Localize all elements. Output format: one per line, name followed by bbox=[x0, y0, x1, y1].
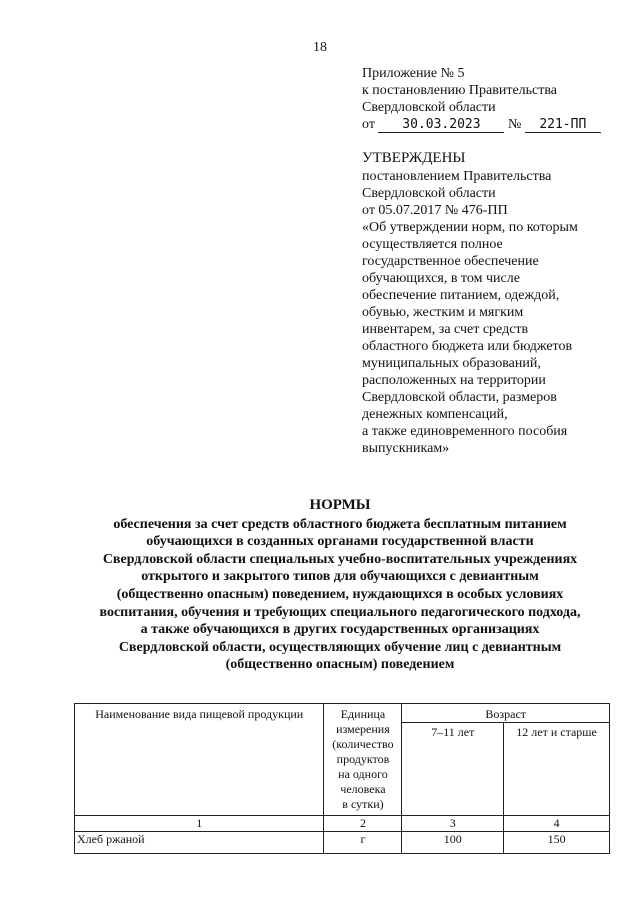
header-age-12-plus: 12 лет и старше bbox=[504, 723, 610, 816]
heading-line: (общественно опасным) поведением bbox=[225, 657, 455, 673]
approval-line: областного бюджета или бюджетов bbox=[362, 339, 573, 354]
header-unit bbox=[324, 704, 402, 816]
approval-block bbox=[362, 150, 627, 457]
approval-line: «Об утверждении норм, по которым bbox=[362, 220, 578, 235]
unit-header-line: в сутки) bbox=[342, 797, 384, 811]
heading-subtitle bbox=[60, 516, 620, 674]
heading-line: воспитания, обучения и требующих специального педагогического подхода, bbox=[99, 604, 581, 620]
approval-line: расположенных на территории bbox=[362, 373, 546, 388]
decree-number: 221-ПП bbox=[525, 117, 601, 133]
approval-line: Свердловской области bbox=[362, 186, 496, 201]
column-number: 2 bbox=[324, 816, 402, 832]
approval-line: обучающихся, в том числе bbox=[362, 271, 520, 286]
heading-line: Свердловской области специальных учебно-воспитательных учреждениях bbox=[102, 551, 578, 567]
heading-line: (общественно опасным) поведением, нуждающихся в особых условиях bbox=[116, 586, 564, 602]
approval-line: постановлением Правительства bbox=[362, 169, 552, 184]
approval-title: УТВЕРЖДЕНЫ bbox=[362, 150, 466, 166]
unit-header-line: (количество bbox=[332, 737, 394, 751]
decree-date: 30.03.2023 bbox=[378, 117, 504, 133]
from-label: от bbox=[362, 117, 375, 132]
unit-cell: г bbox=[324, 832, 402, 854]
approval-line: муниципальных образований, bbox=[362, 356, 541, 371]
appendix-line: к постановлению Правительства bbox=[362, 83, 558, 98]
column-number: 4 bbox=[504, 816, 610, 832]
document-heading bbox=[60, 497, 620, 674]
heading-title: НОРМЫ bbox=[309, 497, 371, 513]
appendix-line: Свердловской области bbox=[362, 100, 496, 115]
unit-header-line: продуктов bbox=[336, 752, 390, 766]
number-label: № bbox=[507, 117, 522, 132]
approval-line: обувью, жестким и мягким bbox=[362, 305, 524, 320]
approval-line: инвентарем, за счет средств bbox=[362, 322, 529, 337]
page-number: 18 bbox=[313, 40, 327, 55]
product-name-cell: Хлеб ржаной bbox=[75, 832, 324, 854]
appendix-block bbox=[362, 65, 622, 133]
unit-header-line: измерения bbox=[336, 722, 390, 736]
table-header-row bbox=[75, 704, 610, 723]
approval-line: Свердловской области, размеров bbox=[362, 390, 557, 405]
heading-line: а также обучающихся в других государственных организациях bbox=[140, 622, 540, 638]
heading-line: обучающихся в созданных органами государственной власти bbox=[146, 534, 534, 550]
approval-text bbox=[362, 168, 627, 457]
approval-line: обеспечение питанием, одеждой, bbox=[362, 288, 560, 303]
header-product-name: Наименование вида пищевой продукции bbox=[75, 704, 324, 816]
approval-line: а также единовременного пособия bbox=[362, 424, 568, 439]
norms-table bbox=[74, 703, 610, 854]
appendix-title: Приложение № 5 bbox=[362, 66, 465, 81]
unit-header-line: на одного bbox=[338, 767, 388, 781]
age-12-plus-cell: 150 bbox=[504, 832, 610, 854]
header-age-7-11: 7–11 лет bbox=[402, 723, 504, 816]
approval-line: государственное обеспечение bbox=[362, 254, 539, 269]
header-age: Возраст bbox=[402, 704, 610, 723]
approval-line: денежных компенсаций, bbox=[362, 407, 508, 422]
appendix-date-line bbox=[362, 116, 622, 133]
column-number-row bbox=[75, 816, 610, 832]
unit-header-line: Единица bbox=[340, 707, 386, 721]
unit-header-line: человека bbox=[340, 782, 386, 796]
heading-line: обеспечения за счет средств областного бюджета бесплатным питанием bbox=[113, 516, 567, 532]
table-row bbox=[75, 832, 610, 854]
heading-line: Свердловской области, осуществляющих обучение лиц с девиантным bbox=[118, 639, 562, 655]
approval-line: от 05.07.2017 № 476-ПП bbox=[362, 203, 508, 218]
age-7-11-cell: 100 bbox=[402, 832, 504, 854]
approval-line: выпускникам» bbox=[362, 441, 450, 456]
heading-line: открытого и закрытого типов для обучающихся с девиантным bbox=[141, 569, 539, 585]
column-number: 3 bbox=[402, 816, 504, 832]
column-number: 1 bbox=[75, 816, 324, 832]
approval-line: осуществляется полное bbox=[362, 237, 503, 252]
